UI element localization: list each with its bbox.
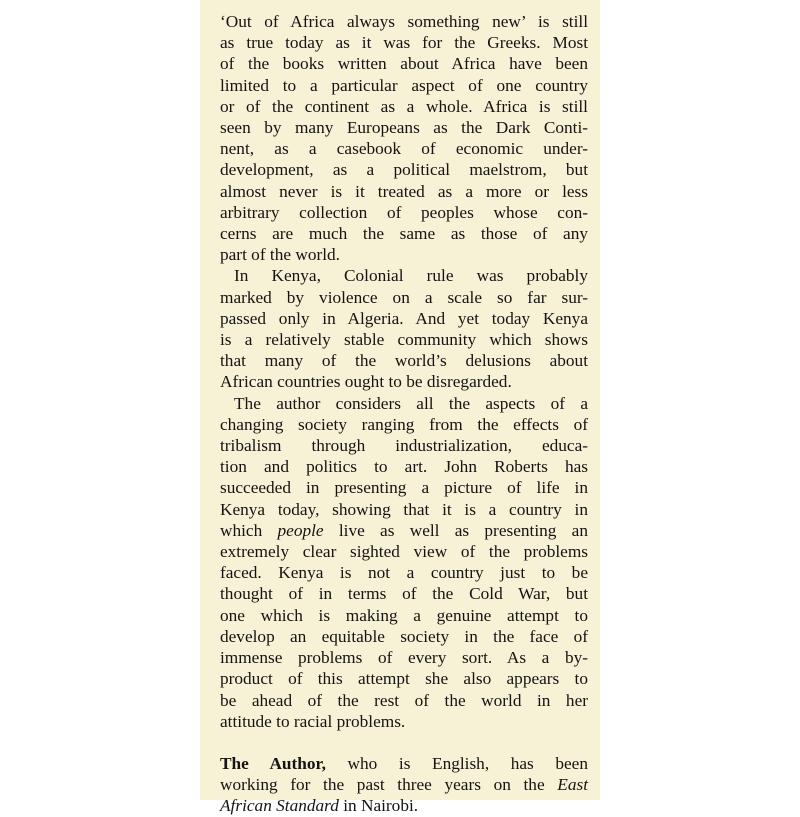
text-line: marked by violence on a scale so far sur- — [220, 287, 588, 307]
text-line: as true today as it was for the Greeks. Most — [220, 33, 588, 53]
text-line: passed only in Algeria. And yet today Kenya — [220, 308, 588, 328]
text-run: who is English, has been — [325, 753, 588, 773]
text-line: limited to a particular aspect of one country — [220, 75, 588, 95]
text-run: working for the past three years on the — [220, 775, 558, 795]
italic-word: East — [557, 775, 588, 795]
text-line: African countries ought to be disregarded. — [220, 372, 512, 392]
book-flap-text — [200, 0, 600, 816]
text-run: which — [220, 520, 278, 540]
text-line: immense problems of every sort. As a by- — [220, 648, 588, 668]
text-line: that many of the world’s delusions about — [220, 351, 588, 371]
text-line: product of this attempt she also appears to — [220, 669, 588, 689]
paragraph-kenya — [220, 265, 588, 392]
text-line: almost never is it treated as a more or less — [220, 181, 588, 201]
paragraph-gap — [220, 732, 588, 753]
text-line: faced. Kenya is not a country just to be — [220, 563, 588, 583]
text-line: tribalism through industrialization, educa- — [220, 436, 588, 456]
text-line: part of the world. — [220, 245, 340, 265]
text-line: develop an equitable society in the face of — [220, 626, 588, 646]
text-line: nent, as a casebook of economic under- — [220, 139, 588, 159]
text-line: one which is making a genuine attempt to — [220, 605, 588, 625]
text-line: development, as a political maelstrom, but — [220, 160, 588, 180]
text-line: changing society ranging from the effects of — [220, 414, 588, 434]
text-line: ‘Out of Africa always something new’ is still — [220, 12, 588, 31]
text-line: is a relatively stable community which shows — [220, 330, 588, 350]
text-line: tion and politics to art. John Roberts has — [220, 457, 588, 477]
text-line: be ahead of the rest of the world in her — [220, 690, 588, 710]
text-line — [220, 753, 588, 774]
text-run: in Nairobi. — [338, 796, 419, 816]
text-line: In Kenya, Colonial rule was probably — [234, 266, 588, 286]
author-heading: The Author, — [220, 753, 326, 773]
text-line: or of the continent as a whole. Africa is still — [220, 96, 588, 116]
paragraph-author-considers — [220, 393, 588, 732]
text-line: Kenya today, showing that it is a country in — [220, 499, 588, 519]
italic-word: African Standard — [220, 796, 339, 816]
text-line: attitude to racial problems. — [220, 711, 406, 731]
text-line — [220, 520, 588, 541]
text-line — [220, 774, 588, 795]
text-line: The author considers all the aspects of a — [234, 393, 588, 413]
text-line: arbitrary collection of peoples whose con- — [220, 202, 588, 222]
author-note — [220, 753, 588, 817]
text-line: seen by many Europeans as the Dark Conti- — [220, 118, 588, 138]
text-line — [220, 795, 588, 816]
text-line: of the books written about Africa have been — [220, 54, 588, 74]
text-line: extremely clear sighted view of the problems — [220, 542, 588, 562]
text-line: succeeded in presenting a picture of life in — [220, 478, 588, 498]
text-run: live as well as presenting an — [323, 520, 588, 540]
italic-word: people — [277, 520, 324, 540]
paragraph-intro — [220, 11, 588, 265]
text-line: thought of in terms of the Cold War, but — [220, 584, 588, 604]
text-line: cerns are much the same as those of any — [220, 224, 588, 244]
